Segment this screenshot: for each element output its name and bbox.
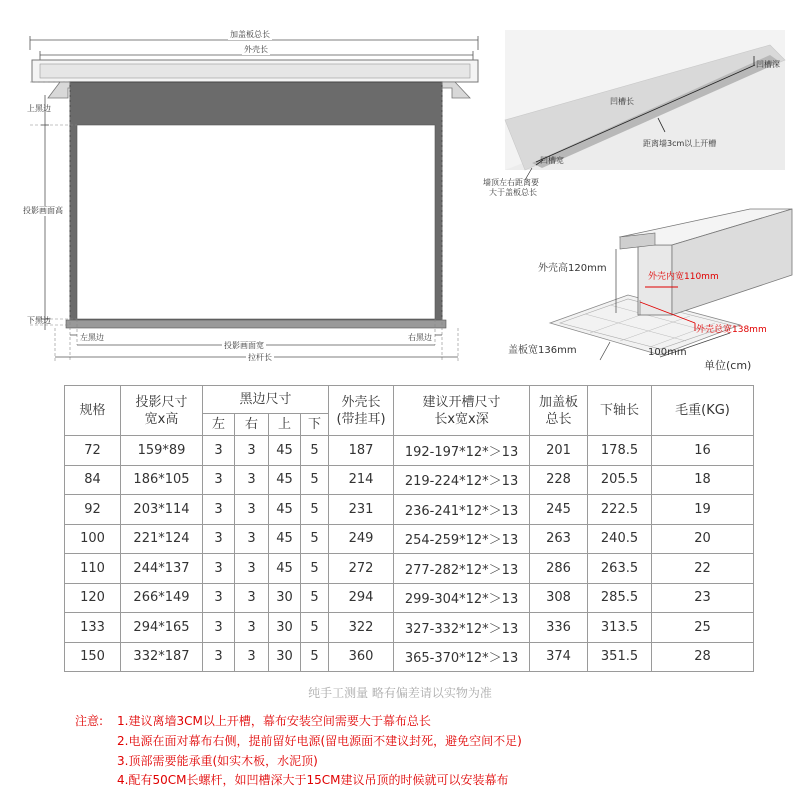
cell-spec: 92: [65, 495, 121, 525]
label-unit: 单位(cm): [704, 359, 752, 372]
cell-groove-size: 219-224*12*＞13: [394, 465, 530, 495]
header-weight: 毛重(KG): [652, 386, 754, 436]
table-row: [65, 554, 754, 584]
cell-left-border: 3: [203, 642, 235, 672]
table-row: [65, 613, 754, 643]
measurement-note: 纯手工测量 略有偏差请以实物为准: [308, 686, 492, 700]
cell-right-border: 3: [235, 465, 269, 495]
cell-axis-length: 240.5: [588, 524, 652, 554]
cell-spec: 120: [65, 583, 121, 613]
cell-cover-length: 263: [530, 524, 588, 554]
cell-groove-size: 254-259*12*＞13: [394, 524, 530, 554]
header-bottom: 下: [301, 414, 329, 436]
notes-label: 注意:: [75, 714, 104, 728]
cell-spec: 133: [65, 613, 121, 643]
cell-spec: 72: [65, 436, 121, 466]
cell-casing-length: 272: [329, 554, 394, 584]
note-item: 3.顶部需要能承重(如实木板，水泥顶): [117, 754, 318, 768]
cell-right-border: 3: [235, 642, 269, 672]
cell-bottom-border: 5: [301, 436, 329, 466]
cell-spec: 84: [65, 465, 121, 495]
cell-weight: 19: [652, 495, 754, 525]
note-item: 2.电源在面对幕布右侧，提前留好电源(留电源面不建议封死，避免空间不足): [117, 734, 522, 748]
cell-proj-size: 159*89: [121, 436, 203, 466]
cell-groove-size: 299-304*12*＞13: [394, 583, 530, 613]
header-right: 右: [235, 414, 269, 436]
cell-left-border: 3: [203, 495, 235, 525]
cell-left-border: 3: [203, 524, 235, 554]
cell-weight: 16: [652, 436, 754, 466]
notes-block: [75, 714, 795, 794]
label-projection-width: 投影画面宽: [224, 341, 264, 350]
cell-right-border: 3: [235, 436, 269, 466]
table-row: [65, 642, 754, 672]
cell-proj-size: 332*187: [121, 642, 203, 672]
casing-diagram: [500, 205, 795, 380]
cell-top-border: 45: [269, 436, 301, 466]
cell-casing-length: 360: [329, 642, 394, 672]
cell-groove-size: 277-282*12*＞13: [394, 554, 530, 584]
cell-groove-size: 327-332*12*＞13: [394, 613, 530, 643]
cell-top-border: 30: [269, 613, 301, 643]
front-diagram: [0, 0, 480, 370]
cell-cover-length: 228: [530, 465, 588, 495]
header-groove-size: 建议开槽尺寸 长x宽x深: [394, 386, 530, 436]
cell-groove-size: 236-241*12*＞13: [394, 495, 530, 525]
cell-casing-length: 294: [329, 583, 394, 613]
cell-cover-length: 374: [530, 642, 588, 672]
cell-cover-length: 201: [530, 436, 588, 466]
label-depth: 100mm: [648, 347, 687, 358]
label-ceiling-note-2: 大于盖板总长: [489, 188, 537, 197]
label-casing-length: 外壳长: [244, 45, 268, 54]
cell-left-border: 3: [203, 613, 235, 643]
cell-proj-size: 266*149: [121, 583, 203, 613]
cell-top-border: 45: [269, 554, 301, 584]
cell-left-border: 3: [203, 554, 235, 584]
cell-weight: 18: [652, 465, 754, 495]
cell-left-border: 3: [203, 436, 235, 466]
label-cover-width: 盖板宽136mm: [508, 345, 577, 356]
header-black-border: 黑边尺寸: [203, 386, 329, 414]
cell-casing-length: 231: [329, 495, 394, 525]
header-top: 上: [269, 414, 301, 436]
cell-proj-size: 186*105: [121, 465, 203, 495]
cell-cover-length: 336: [530, 613, 588, 643]
cell-bottom-border: 5: [301, 465, 329, 495]
cell-weight: 22: [652, 554, 754, 584]
note-item: 1.建议离墙3CM以上开槽，幕布安装空间需要大于幕布总长: [117, 714, 431, 728]
cell-right-border: 3: [235, 583, 269, 613]
cell-weight: 25: [652, 613, 754, 643]
label-projection-height: 投影画面高: [23, 206, 63, 215]
cell-weight: 23: [652, 583, 754, 613]
cell-spec: 150: [65, 642, 121, 672]
cell-top-border: 45: [269, 465, 301, 495]
cell-axis-length: 222.5: [588, 495, 652, 525]
label-right-border: 右黑边: [408, 333, 432, 342]
cell-right-border: 3: [235, 554, 269, 584]
cell-proj-size: 244*137: [121, 554, 203, 584]
table-row: [65, 465, 754, 495]
cell-left-border: 3: [203, 583, 235, 613]
header-spec: 规格: [65, 386, 121, 436]
cell-axis-length: 285.5: [588, 583, 652, 613]
cell-axis-length: 313.5: [588, 613, 652, 643]
cell-spec: 110: [65, 554, 121, 584]
note-item: 4.配有50CM长螺杆，如凹槽深大于15CM建议吊顶的时候就可以安装幕布: [117, 773, 509, 787]
label-bottom-border: 下黑边: [27, 316, 51, 325]
cell-left-border: 3: [203, 465, 235, 495]
header-cover-length: 加盖板 总长: [530, 386, 588, 436]
table-row: [65, 583, 754, 613]
cell-cover-length: 245: [530, 495, 588, 525]
header-axis-length: 下轴长: [588, 386, 652, 436]
groove-diagram: [480, 20, 790, 205]
label-inner-width: 外壳内宽110mm: [648, 272, 719, 282]
cell-proj-size: 294*165: [121, 613, 203, 643]
table-row: [65, 436, 754, 466]
cell-casing-length: 214: [329, 465, 394, 495]
label-wall-distance: 距离墙3cm以上开槽: [643, 139, 717, 148]
cell-right-border: 3: [235, 524, 269, 554]
cell-proj-size: 203*114: [121, 495, 203, 525]
cell-casing-length: 187: [329, 436, 394, 466]
label-total-cover-width: 加盖板总长: [230, 30, 270, 39]
label-left-border: 左黑边: [80, 333, 104, 342]
table-row: [65, 495, 754, 525]
cell-bottom-border: 5: [301, 554, 329, 584]
header-left: 左: [203, 414, 235, 436]
label-groove-width: 凹槽宽: [540, 156, 564, 165]
label-total-width: 外壳总宽138mm: [696, 325, 767, 335]
cell-right-border: 3: [235, 495, 269, 525]
label-top-border: 上黑边: [27, 104, 51, 113]
cell-axis-length: 263.5: [588, 554, 652, 584]
cell-top-border: 30: [269, 583, 301, 613]
cell-proj-size: 221*124: [121, 524, 203, 554]
cell-cover-length: 286: [530, 554, 588, 584]
cell-weight: 28: [652, 642, 754, 672]
cell-casing-length: 249: [329, 524, 394, 554]
cell-top-border: 45: [269, 495, 301, 525]
spec-table: [64, 385, 754, 672]
cell-casing-length: 322: [329, 613, 394, 643]
cell-bottom-border: 5: [301, 524, 329, 554]
spec-table-body: [65, 436, 754, 672]
cell-bottom-border: 5: [301, 495, 329, 525]
header-proj-size: 投影尺寸 宽x高: [121, 386, 203, 436]
cell-bottom-border: 5: [301, 583, 329, 613]
cell-top-border: 45: [269, 524, 301, 554]
cell-axis-length: 351.5: [588, 642, 652, 672]
cell-groove-size: 365-370*12*＞13: [394, 642, 530, 672]
cell-weight: 20: [652, 524, 754, 554]
cell-axis-length: 178.5: [588, 436, 652, 466]
label-ceiling-note-1: 墙顶左右距离要: [483, 178, 539, 187]
label-groove-length: 凹槽长: [610, 97, 634, 106]
cell-groove-size: 192-197*12*＞13: [394, 436, 530, 466]
label-casing-height: 外壳高120mm: [538, 263, 607, 274]
cell-right-border: 3: [235, 613, 269, 643]
cell-bottom-border: 5: [301, 642, 329, 672]
table-row: [65, 524, 754, 554]
header-casing-length: 外壳长 (带挂耳): [329, 386, 394, 436]
cell-bottom-border: 5: [301, 613, 329, 643]
cell-cover-length: 308: [530, 583, 588, 613]
label-groove-depth: 凹槽深: [756, 60, 780, 69]
cell-axis-length: 205.5: [588, 465, 652, 495]
cell-top-border: 30: [269, 642, 301, 672]
label-rod-length: 拉杆长: [248, 353, 272, 362]
front-diagram-drawing: [0, 0, 480, 370]
cell-spec: 100: [65, 524, 121, 554]
